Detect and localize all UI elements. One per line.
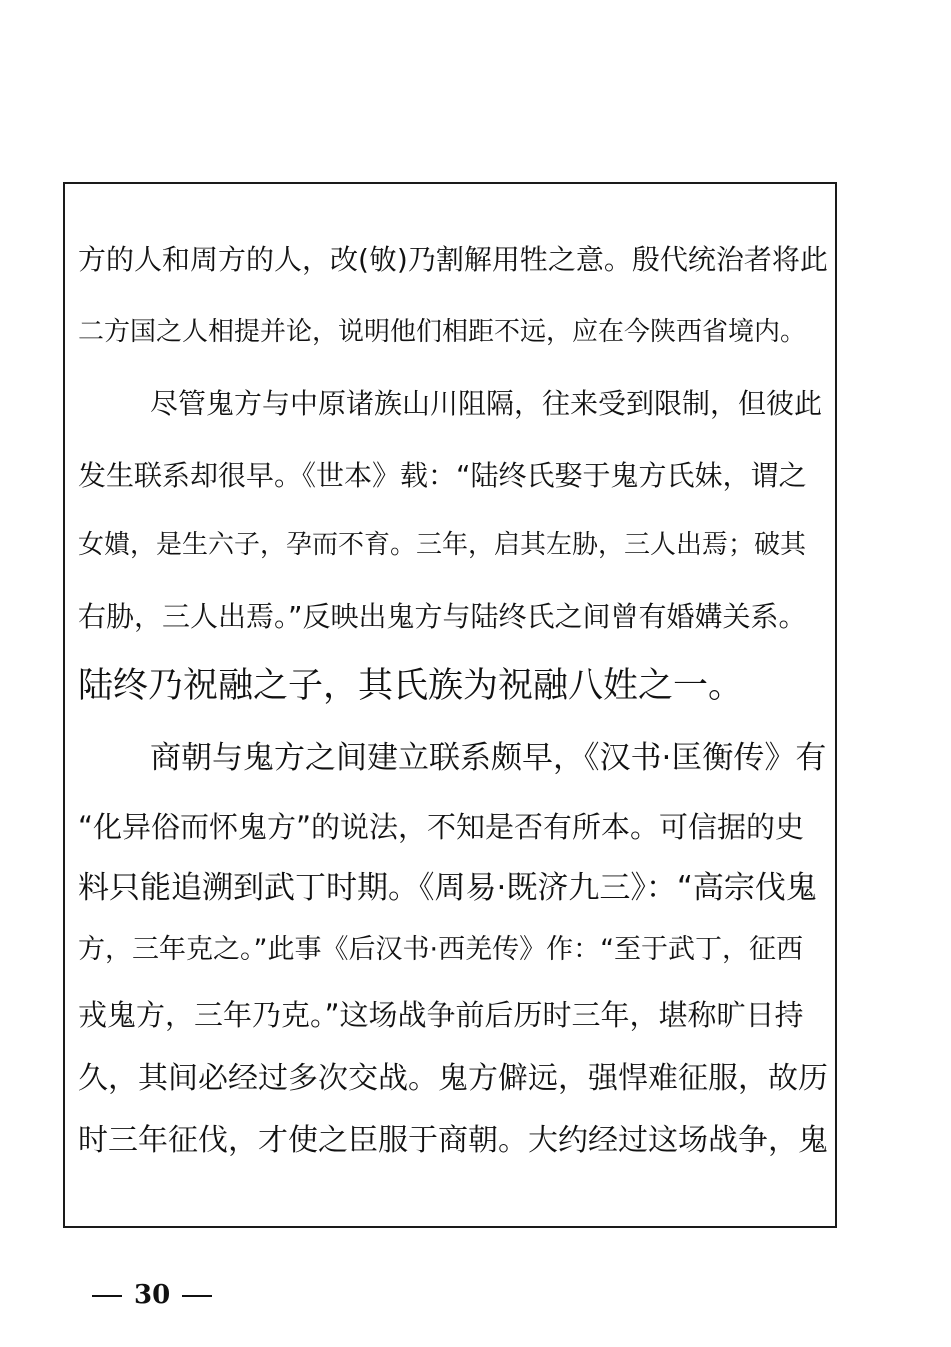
page-number — [80, 1275, 224, 1315]
text-line-7: 陆终乃祝融之子，其氏族为祝融八姓之一。 — [78, 666, 744, 706]
text-line-8: 商朝与鬼方之间建立联系颇早，《汉书·匡衡传》有 — [150, 740, 827, 776]
text-line-2: 二方国之人相提并论，说明他们相距不远，应在今陕西省境内。 — [78, 317, 807, 347]
text-line-9: “化异俗而怀鬼方”的说法，不知是否有所本。可信据的史 — [78, 810, 805, 844]
text-line-1: 方的人和周方的人，改(敂)乃割解用牲之意。殷代统治者将此 — [78, 243, 828, 276]
text-line-10: 料只能追溯到武丁时期。《周易·既济九三》：“高宗伐鬼 — [78, 870, 817, 906]
text-line-3: 尽管鬼方与中原诸族山川阻隔，往来受到限制，但彼此 — [150, 387, 823, 420]
text-line-12: 戎鬼方，三年乃克。”这场战争前后历时三年，堪称旷日持 — [78, 998, 804, 1032]
page-number-text: 30 — [134, 1280, 171, 1310]
text-line-4: 发生联系却很早。《世本》载：“陆终氏娶于鬼方氏妹，谓之 — [78, 459, 807, 492]
text-line-14: 时三年征伐，才使之臣服于商朝。大约经过这场战争，鬼 — [78, 1123, 828, 1158]
text-line-13: 久，其间必经过多次交战。鬼方僻远，强悍难征服，故历 — [78, 1061, 828, 1096]
text-line-5: 女嬇，是生六子，孕而不育。三年，启其左胁，三人出焉；破其 — [78, 530, 807, 560]
folio-dash-left — [92, 1295, 122, 1297]
text-line-11: 方，三年克之。”此事《后汉书·西羌传》作：“至于武丁，征西 — [78, 934, 804, 965]
text-line-6: 右胁，三人出焉。”反映出鬼方与陆终氏之间曾有婚媾关系。 — [78, 600, 807, 633]
folio-dash-right — [182, 1295, 212, 1297]
